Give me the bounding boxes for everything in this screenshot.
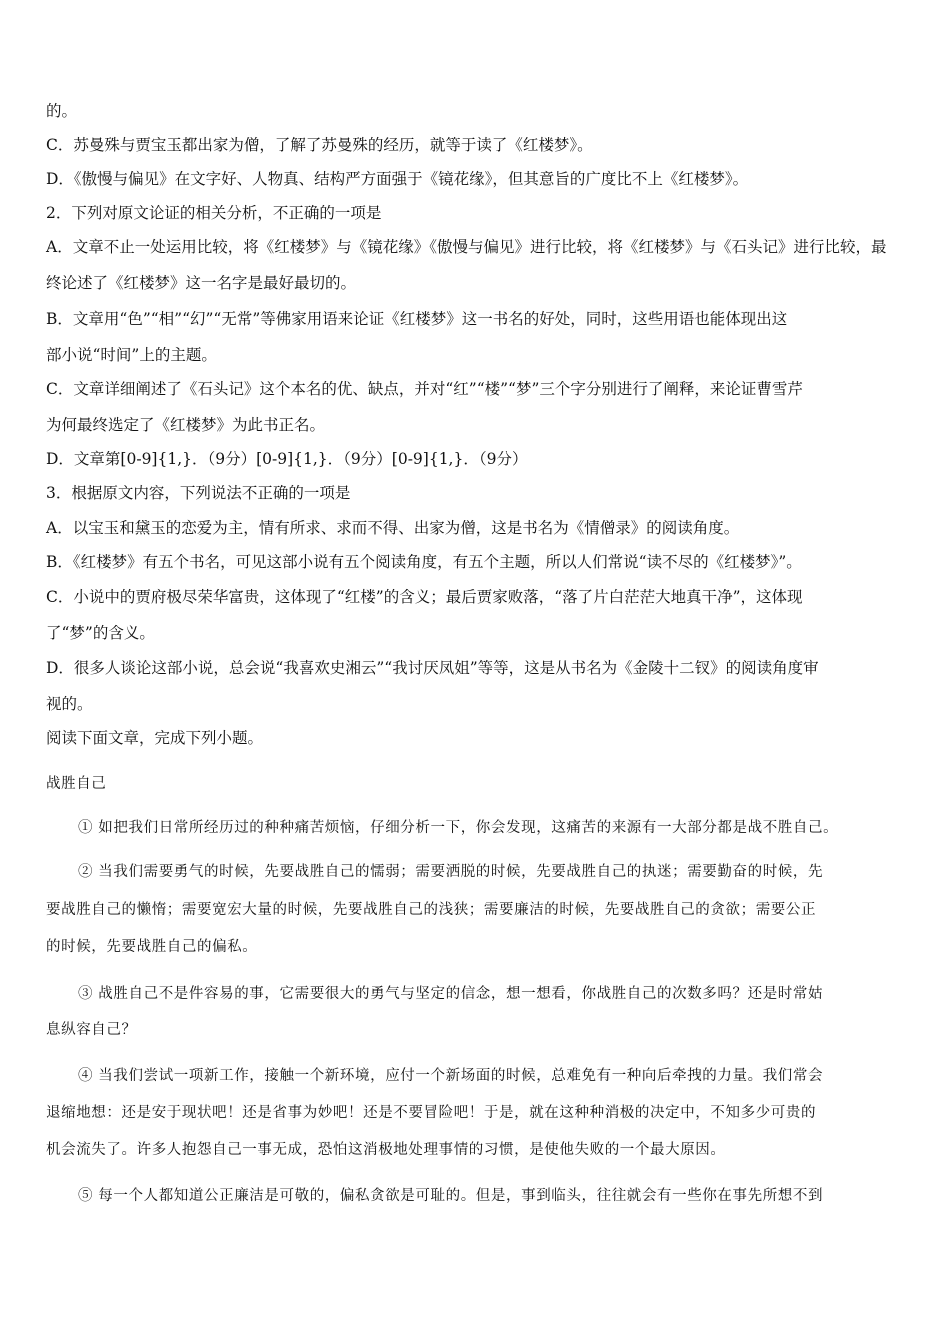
option-c-q3: C．小说中的贾府极尽荣华富贵，这体现了“红楼”的含义；最后贾家败落，“落了片白茫茫大地真干净”，这体现 [46,588,803,606]
text-line: 了“梦”的含义。 [46,624,155,642]
text-line: 终论述了《红楼梦》这一名字是最好最切的。 [46,274,357,292]
text-line: 要战胜自己的懒惰；需要宽宏大量的时候，先要战胜自己的浅狭；需要廉洁的时候，先要战胜自己的贪欲；需要公正 [46,902,817,918]
option-d-q3: D．很多人谈论这部小说，总会说“我喜欢史湘云”“我讨厌凤姐”等等，这是从书名为《金陵十二钗》的阅读角度审 [46,659,819,677]
text-line: 息纵容自己？ [46,1022,137,1038]
text-line: 为何最终选定了《红楼梦》为此书正名。 [46,416,326,434]
text-line: 视的。 [46,695,93,713]
question-2: 2．下列对原文论证的相关分析，不正确的一项是 [46,204,382,222]
text-line: 部小说“时间”上的主题。 [46,346,217,364]
option-d-q1: D．《傲慢与偏见》在文字好、人物真、结构严方面强于《镜花缘》，但其意旨的广度比不上《红楼梦》。 [46,170,749,188]
text-line: 的。 [46,102,78,120]
option-c-q2: C．文章详细阐述了《石头记》这个本名的优、缺点，并对“红”“楼”“梦”三个字分别进行了阐释，来论证曹雪芹 [46,380,803,398]
option-d-q2: D．文章第[0-9]{1,}．（9分）[0-9]{1,}．（9分）[0-9]{1,}．（9分） [46,450,528,468]
option-b-q3: B．《红楼梦》有五个书名，可见这部小说有五个阅读角度，有五个主题，所以人们常说“读不尽的《红楼梦》”。 [46,553,802,571]
option-a-q2: A．文章不止一处运用比较，将《红楼梦》与《镜花缘》《傲慢与偏见》进行比较，将《红楼梦》与《石头记》进行比较，最 [46,238,887,256]
option-c-q1: C．苏曼殊与贾宝玉都出家为僧，了解了苏曼殊的经历，就等于读了《红楼梦》。 [46,136,593,154]
essay-title: 战胜自己 [46,776,107,792]
question-3: 3．根据原文内容，下列说法不正确的一项是 [46,484,351,502]
paragraph-2: ② 当我们需要勇气的时候，先要战胜自己的懦弱；需要洒脱的时候，先要战胜自己的执迷；需要勤奋的时候，先 [78,864,824,880]
reading-instruction: 阅读下面文章，完成下列小题。 [46,729,264,747]
text-line: 退缩地想：还是安于现状吧！还是省事为妙吧！还是不要冒险吧！于是，就在这种种消极的决定中，不知多少可贵的 [46,1105,817,1121]
option-a-q3: A．以宝玉和黛玉的恋爱为主，情有所求、求而不得、出家为僧，这是书名为《情僧录》的阅读角度。 [46,519,740,537]
option-b-q2: B．文章用“色”“相”“幻”“无常”等佛家用语来论证《红楼梦》这一书名的好处，同时，这些用语也能体现出这 [46,310,788,328]
text-line: 的时候，先要战胜自己的偏私。 [46,939,258,955]
text-line: 机会流失了。许多人抱怨自己一事无成，恐怕这消极地处理事情的习惯，是使他失败的一个最大原因。 [46,1142,726,1158]
paragraph-3: ③ 战胜自己不是件容易的事，它需要很大的勇气与坚定的信念，想一想看，你战胜自己的次数多吗？还是时常姑 [78,986,824,1002]
paragraph-1: ① 如把我们日常所经历过的种种痛苦烦恼，仔细分析一下，你会发现，这痛苦的来源有一大部分都是战不胜自己。 [78,820,839,836]
paragraph-5: ⑤ 每一个人都知道公正廉洁是可敬的，偏私贪欲是可耻的。但是，事到临头，往往就会有一些你在事先所想不到 [78,1188,824,1204]
paragraph-4: ④ 当我们尝试一项新工作，接触一个新环境，应付一个新场面的时候，总难免有一种向后牵拽的力量。我们常会 [78,1068,824,1084]
